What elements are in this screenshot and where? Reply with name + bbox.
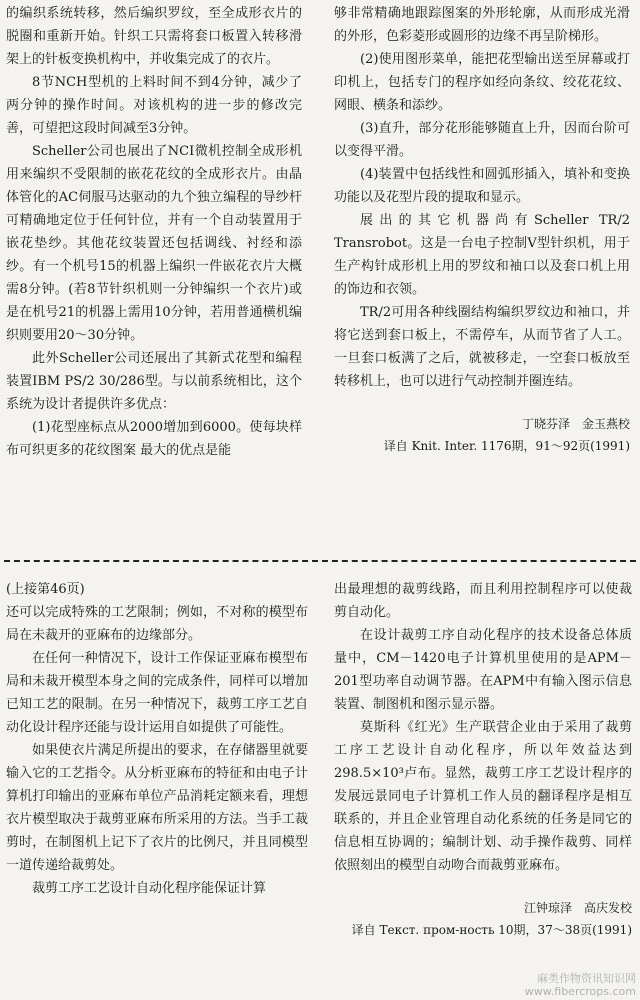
paragraph: TR/2可用各种线圈结构编织罗纹边和袖口，并将它送到套口板上，不需停车，从而节省了人工。一旦套口板满了之后，就被移走，一空套口板放至转移机上，也可以进行气动控制并圈连结。 (334, 305, 630, 389)
translator-credit: 丁晓芬泽 金玉燕校 (521, 417, 630, 431)
paragraph: 还可以完成特殊的工艺限制；例如，不对称的模型布局在未裁开的亚麻布的边缘部分。 (6, 605, 308, 643)
site-watermark (525, 972, 636, 998)
watermark-text: 麻类作物资讯知识网 (537, 972, 636, 985)
paragraph: 如果使衣片满足所提出的要求，在存储器里就要输入它的工艺指令。从分析亚麻布的特征和由电子计算机打印输出的亚麻布单位产品消耗定额来看，理想衣片模型取决于裁剪亚麻布所采用的方法。当手工裁剪时，在制图机上记下了衣片的比例尺，并且同模型一道传递给裁剪处。 (6, 743, 308, 873)
paragraph: 出最理想的裁剪线路，而且利用控制程序可以使裁剪自动化。 (334, 582, 632, 620)
lower-left-column (6, 578, 308, 900)
paragraph: (1)花型座标点从2000增加到6000。使每块样布可织更多的花纹图案 最大的优点是能 (6, 420, 302, 458)
upper-right-column (334, 2, 630, 457)
watermark-url: www.fibercrops.com (524, 985, 636, 998)
translator-credit: 江钟琼泽 高庆发校 (523, 901, 632, 915)
paragraph: (2)使用图形菜单，能把花型输出送至屏幕或打印机上，包括专门的程序如经向条纹、绞花花纹、网眼、横条和添纱。 (334, 52, 630, 113)
paragraph: 的编织系统转移，然后编织罗纹，至全成形衣片的脱圈和重新开始。针织工只需将套口板置入转移滑架上的针板变换机构中，并收集完成了的衣片。 (6, 6, 302, 67)
source-citation: 译自 Текст. пром-ность 10期，37～38页(1991) (351, 923, 632, 937)
paragraph: (4)装置中包括线性和圆弧形插入，填补和变换功能以及花型片段的提取和显示。 (334, 167, 630, 205)
paragraph: 8节NCH型机的上料时间不到4分钟，减少了两分钟的操作时间。对该机构的进一步的修改完善，可望把这段时间减至3分钟。 (6, 75, 302, 136)
paragraph: Scheller公司也展出了NCI微机控制全成形机用来编织不受限制的嵌花花纹的全成形衣片。由晶体管化的AC伺服马达驱动的九个独立编程的导纱杆可精确地定位于任何针位，并有一个自动装置用于嵌花垫纱。其他花纹装置还包括调线、衬经和添纱。有一个机号15的机器上编织一件嵌花衣片大概需8分钟。(若8节针织机则一分钟编织一个衣片)或是在机号21的机器上需用10分钟，若用普通横机编织则要用20～30分钟。 (6, 144, 302, 343)
paragraph: 在任何一种情况下，设计工作保证亚麻布模型布局和未裁开模型本身之间的完成条件，同样可以增加已知工艺的限制。在另一种情况下，裁剪工序工艺自动化设计程序还能与设计运用自如提供了可能性。 (6, 651, 308, 735)
paragraph: (3)直升，部分花形能够随直上升，因而台阶可以变得平滑。 (334, 121, 630, 159)
section-divider (4, 560, 636, 562)
paragraph: 莫斯科《红光》生产联营企业由于采用了裁剪工序工艺设计自动化程序，所以年效益达到298.5×10³卢布。显然，裁剪工序工艺设计程序的发展远景同电子计算机工作人员的翻译程序是相互联系的，并且企业管理自动化系统的任务是同它的信息相互协调的；编制计划、动手操作裁剪、同样依照刻出的模型自动吻合而裁剪亚麻布。 (334, 720, 632, 873)
lower-article (0, 572, 640, 1000)
upper-left-column (6, 2, 302, 462)
paragraph: 裁剪工序工艺设计自动化程序能保证计算 (32, 881, 267, 896)
source-citation: 译自 Knit. Inter. 1176期，91～92页(1991) (383, 439, 630, 453)
paragraph: 此外Scheller公司还展出了其新式花型和编程装置IBM PS/2 30/286型。与以前系统相比，这个系统为设计者提供许多优点： (6, 351, 302, 412)
paragraph: 在设计裁剪工序自动化程序的技术设备总体质量中，CM－1420电子计算机里使用的是APM－201型功率自动调节器。在APM中有输入图示信息装置、制图机和图示显示器。 (334, 628, 632, 712)
paragraph: 够非常精确地跟踪图案的外形轮廓，从而形成光滑的外形，色彩菱形或圆形的边缘不再呈阶梯形。 (334, 6, 630, 44)
continuation-note: (上接第46页) (6, 582, 85, 597)
lower-right-column (334, 578, 632, 941)
paragraph: 展出的其它机器尚有Scheller TR/2 Transrobot。这是一台电子控制V型针织机，用于生产构针成形机上用的罗纹和袖口以及套口机上用的饰边和衣领。 (334, 213, 630, 297)
